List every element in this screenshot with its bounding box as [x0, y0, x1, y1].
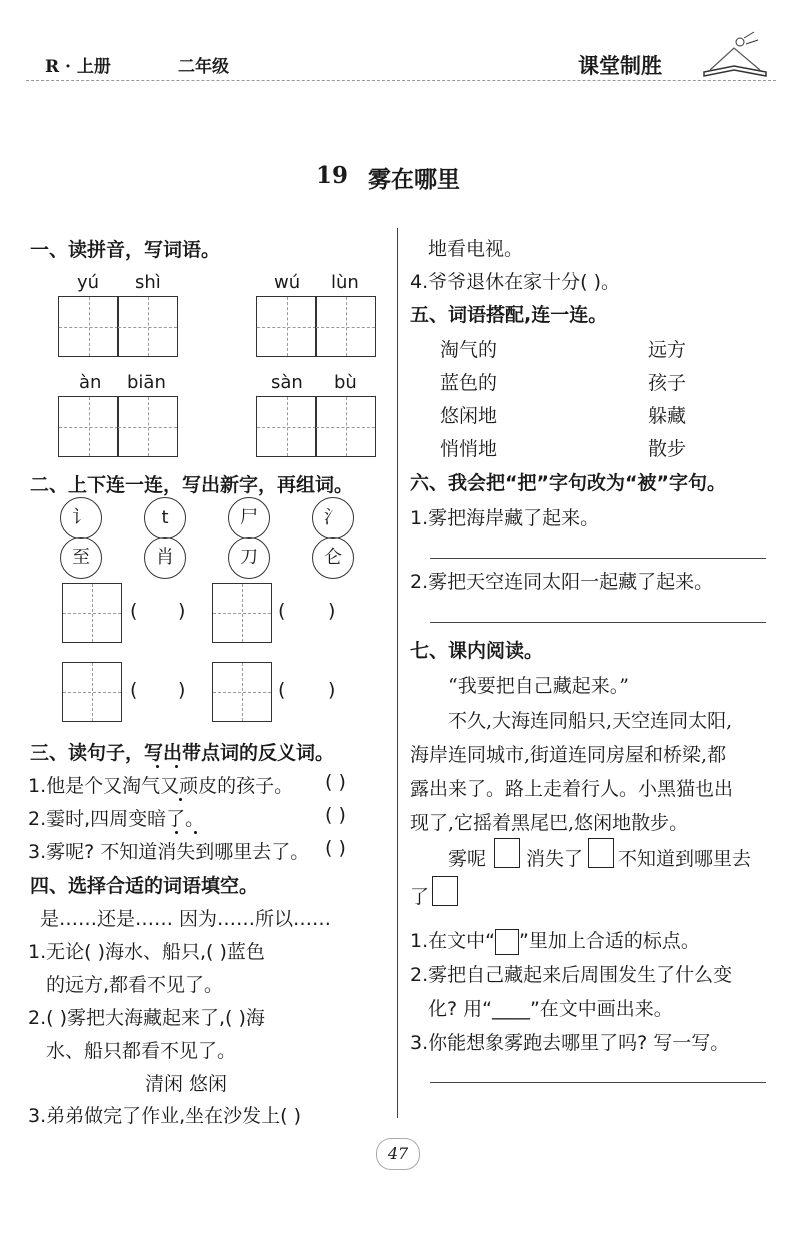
paren-close: ): [178, 679, 186, 701]
section-2-heading: 二、上下连一连，写出新字，再组词。: [30, 474, 354, 496]
radical-circle[interactable]: 尸: [228, 497, 270, 539]
writing-box[interactable]: [58, 396, 119, 457]
pinyin: yú: [77, 272, 100, 293]
section-1-heading: 一、读拼音，写词语。: [30, 239, 221, 261]
header-grade: 二年级: [178, 57, 229, 77]
section-4-heading: 四、选择合适的词语填空。: [30, 875, 259, 897]
passage-line: 海岸连同城市,街道连同房屋和桥梁,都: [410, 744, 727, 766]
match-right-word[interactable]: 远方: [648, 339, 687, 361]
punctuation-box[interactable]: [588, 838, 614, 868]
passage-line: 露出来了。路上走着行人。小黑猫也出: [410, 778, 734, 800]
writing-box[interactable]: [117, 396, 178, 457]
question-text: 3.弟弟做完了作业,坐在沙发上( ): [28, 1105, 302, 1127]
pinyin: lùn: [331, 272, 359, 293]
answer-paren[interactable]: ( ): [325, 804, 346, 826]
emphasis-dot: [194, 831, 197, 834]
emphasis-dot: [156, 765, 159, 768]
page-number: 47: [387, 1144, 409, 1163]
pinyin: bù: [334, 372, 357, 393]
section-6-heading: 六、我会把“把”字句改为“被”字句。: [410, 472, 726, 494]
question-text: 1.他是个又淘气又顽皮的孩子。: [28, 775, 294, 797]
component-circle[interactable]: 仑: [312, 537, 354, 579]
box-symbol-icon: [495, 929, 519, 955]
question-text: 3.雾呢? 不知道消失到哪里去了。: [28, 841, 310, 863]
match-left-word[interactable]: 悠闲地: [440, 405, 498, 427]
answer-paren[interactable]: ( ): [325, 771, 346, 793]
answer-line[interactable]: [430, 622, 766, 623]
match-left-word[interactable]: 淘气的: [440, 339, 498, 361]
section-3-heading: 三、读句子，写出带点词的反义词。: [30, 742, 335, 764]
match-right-word[interactable]: 躲藏: [648, 405, 687, 427]
question-text: 的远方,都看不见了。: [46, 974, 224, 996]
question-text: 4.爷爷退休在家十分( )。: [410, 271, 620, 293]
paren-open: (: [278, 679, 286, 701]
pinyin: wú: [274, 272, 301, 293]
paren-close: ): [178, 600, 186, 622]
header-brand: 课堂制胜: [578, 53, 662, 78]
passage-fragment: 不知道到哪里去: [618, 848, 752, 870]
emphasis-dot: [175, 765, 178, 768]
paren-close: ): [328, 679, 336, 701]
emphasis-dot: [175, 831, 178, 834]
match-left-word[interactable]: 蓝色的: [440, 372, 498, 394]
header-divider: [26, 80, 776, 81]
punctuation-box[interactable]: [432, 876, 458, 906]
paren-open: (: [278, 600, 286, 622]
punctuation-box[interactable]: [494, 838, 520, 868]
passage-line: 现了,它摇着黑尾巴,悠闲地散步。: [410, 812, 689, 834]
radical-circle[interactable]: 讠: [60, 497, 102, 539]
writing-box[interactable]: [212, 662, 272, 722]
component-circle[interactable]: 刀: [228, 537, 270, 579]
question-text: 2.雾把天空连同太阳一起藏了起来。: [410, 571, 714, 593]
question-text: 水、船只都看不见了。: [46, 1040, 237, 1062]
writing-box[interactable]: [315, 396, 376, 457]
paren-open: (: [130, 600, 138, 622]
answer-line[interactable]: [430, 1082, 766, 1083]
passage-fragment: 消失了: [526, 848, 584, 870]
pinyin: biān: [127, 372, 166, 393]
word-options: 是……还是…… 因为……所以……: [40, 908, 332, 930]
paren-close: ): [328, 600, 336, 622]
lesson-title: 雾在哪里: [368, 167, 460, 193]
book-logo-icon: [700, 28, 772, 80]
question-text: 2.雾把自己藏起来后周围发生了什么变: [410, 964, 733, 986]
question-text: 1.无论( )海水、船只,( )蓝色: [28, 941, 265, 963]
passage-quote: “我要把自己藏起来。”: [448, 675, 629, 697]
answer-line[interactable]: [430, 558, 766, 559]
writing-box[interactable]: [212, 583, 272, 643]
answer-paren[interactable]: ( ): [325, 837, 346, 859]
component-circle[interactable]: 至: [60, 537, 102, 579]
pinyin: àn: [79, 372, 102, 393]
section-5-heading: 五、词语搭配,连一连。: [410, 304, 608, 326]
question-text: 1.雾把海岸藏了起来。: [410, 507, 600, 529]
header-left: R · 上册: [45, 57, 111, 77]
match-left-word[interactable]: 悄悄地: [440, 438, 498, 460]
paren-open: (: [130, 679, 138, 701]
section-7-heading: 七、课内阅读。: [410, 640, 544, 662]
match-right-word[interactable]: 散步: [648, 438, 687, 460]
passage-fragment: 了: [410, 886, 430, 908]
question-text: 2.( )雾把大海藏起来了,( )海: [28, 1007, 265, 1029]
writing-box[interactable]: [256, 296, 317, 357]
pinyin: sàn: [271, 372, 303, 393]
passage-fragment: 雾呢: [448, 848, 487, 870]
writing-box[interactable]: [62, 662, 122, 722]
writing-box[interactable]: [58, 296, 119, 357]
writing-box[interactable]: [117, 296, 178, 357]
column-divider: [397, 228, 398, 1118]
component-circle[interactable]: 肖: [144, 537, 186, 579]
word-options: 清闲 悠闲: [145, 1073, 228, 1095]
lesson-number: 19: [316, 162, 349, 189]
emphasis-dot: [179, 798, 182, 801]
writing-box[interactable]: [62, 583, 122, 643]
match-right-word[interactable]: 孩子: [648, 372, 687, 394]
question-text: 地看电视。: [428, 238, 524, 260]
question-text: 3.你能想象雾跑去哪里了吗? 写一写。: [410, 1032, 730, 1054]
pinyin: shì: [135, 272, 161, 293]
question-text: 化? 用“____”在文中画出来。: [428, 998, 673, 1020]
writing-box[interactable]: [256, 396, 317, 457]
passage-line: 不久,大海连同船只,天空连同太阳,: [448, 710, 733, 732]
question-text: 2.霎时,四周变暗了。: [28, 808, 205, 830]
question-text: 1.在文中“ ”里加上合适的标点。: [410, 926, 700, 955]
radical-circle[interactable]: t: [144, 497, 186, 539]
writing-box[interactable]: [315, 296, 376, 357]
radical-circle[interactable]: 氵: [312, 497, 354, 539]
